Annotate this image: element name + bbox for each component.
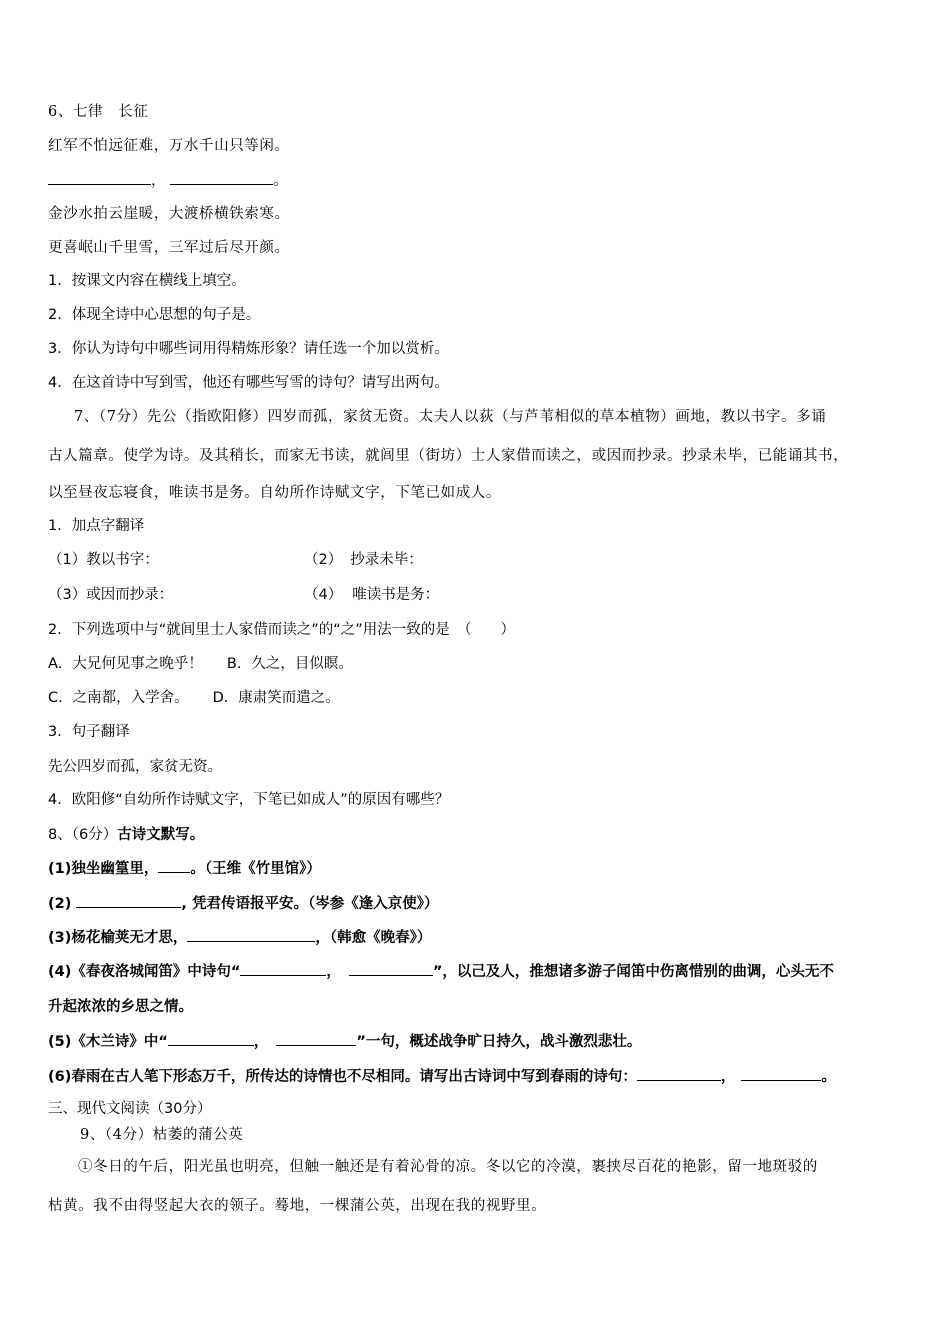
q7-item-4-text: 唯读书是务： bbox=[352, 587, 440, 603]
q8-line-2-a: (2) bbox=[48, 896, 77, 912]
q8-blank-1[interactable] bbox=[158, 858, 190, 873]
q8-line-6-a: (6)春雨在古人笔下形态万千，所传达的诗情也不尽相同。请写出古诗词中写到春雨的诗句： bbox=[48, 1069, 637, 1085]
q7-item-2 bbox=[304, 550, 423, 570]
q7-option-d[interactable]: D．康肃笑而遣之。 bbox=[212, 690, 340, 706]
q8-line-4-b: ”，以己及人，推想诸多游子闻笛中伤离惜别的曲调，心头无不 bbox=[432, 964, 834, 980]
q8-line-5-sep: ， bbox=[253, 1034, 269, 1050]
q6-poem-line-3: 金沙水拍云崖暖，大渡桥横铁索寒。 bbox=[48, 206, 290, 222]
q6-sub-3: 3．你认为诗句中哪些词用得精炼形象？请任选一个加以赏析。 bbox=[48, 341, 449, 357]
q8-line-1 bbox=[48, 858, 321, 879]
q9-paragraph-1-line-1: ①冬日的午后，阳光虽也明亮，但触一触还是有着沁骨的凉。冬以它的冷漠，裹挟尽百花的艳影，留一地斑驳的 bbox=[78, 1159, 818, 1175]
q7-option-a[interactable]: A．大兄何见事之晚乎！ bbox=[48, 656, 203, 672]
q7-item-1: （1）教以书字： bbox=[48, 552, 159, 568]
q8-blank-3[interactable] bbox=[187, 927, 315, 942]
q8-line-2-b: , 凭君传语报平安。（岑参《逢入京使》） bbox=[181, 896, 439, 912]
q8-blank-2[interactable] bbox=[76, 893, 181, 908]
q8-line-4-sep: ， bbox=[326, 964, 341, 980]
q7-item-3: （3）或因而抄录： bbox=[48, 587, 174, 603]
q7-option-c[interactable]: C．之南都，入学舍。 bbox=[48, 690, 189, 706]
q8-blank-6b[interactable] bbox=[741, 1066, 821, 1081]
q7-item-4-num: （4） bbox=[304, 587, 343, 603]
q8-line-2 bbox=[48, 893, 438, 914]
q8-line-5-a: (5)《木兰诗》中“ bbox=[48, 1034, 168, 1050]
q8-blank-5b[interactable] bbox=[276, 1031, 356, 1046]
q7-passage-line-2: 古人篇章。使学为诗。及其稍长，而家无书读，就闾里（街坊）士人家借而读之，或因而抄录。抄录未毕，已能诵其书， bbox=[48, 448, 849, 464]
q8-line-1-a: (1)独坐幽篁里， bbox=[48, 861, 159, 877]
q8-line-6-end: 。 bbox=[821, 1069, 836, 1085]
q8-line-1-b: 。（王维《竹里馆》） bbox=[190, 861, 321, 877]
q7-passage-line-3: 以至昼夜忘寝食，唯读书是务。自幼所作诗赋文字，下笔已如成人。 bbox=[48, 485, 501, 501]
q7-options-ab bbox=[48, 654, 353, 674]
q8-blank-5a[interactable] bbox=[168, 1031, 254, 1046]
q6-blank-2[interactable] bbox=[170, 170, 273, 185]
q8-title-text: 古诗文默写。 bbox=[117, 827, 205, 843]
q8-line-6 bbox=[48, 1066, 836, 1087]
q7-option-b[interactable]: B．久之，目似瞑。 bbox=[226, 656, 353, 672]
section-3-heading: 三、现代文阅读（30分） bbox=[48, 1101, 212, 1117]
q8-line-6-sep: ， bbox=[720, 1069, 736, 1085]
q8-line-4-a: (4)《春夜洛城闻笛》中诗句“ bbox=[48, 964, 241, 980]
q6-poem-line-4: 更喜岷山千里雪，三军过后尽开颜。 bbox=[48, 240, 290, 256]
q6-poem-line-1: 红军不怕远征难，万水千山只等闲。 bbox=[48, 138, 290, 154]
q7-sub-1: 1．加点字翻译 bbox=[48, 518, 145, 534]
q7-item-2-text: 抄录未毕： bbox=[350, 552, 423, 568]
q8-title-num: 8、（6分） bbox=[48, 827, 118, 843]
q7-options-cd bbox=[48, 688, 340, 708]
q6-sub-1: 1．按课文内容在横线上填空。 bbox=[48, 273, 246, 289]
q7-passage-line-1: 7、（7分）先公（指欧阳修）四岁而孤，家贫无资。太夫人以荻（与芦苇相似的草本植物）画地，教以书字。多诵 bbox=[74, 409, 827, 425]
q8-blank-6a[interactable] bbox=[637, 1066, 721, 1081]
q9-paragraph-1-line-2: 枯黄。我不由得竖起大衣的领子。蓦地，一棵蒲公英，出现在我的视野里。 bbox=[48, 1198, 547, 1214]
q6-sub-2: 2．体现全诗中心思想的句子是。 bbox=[48, 307, 261, 323]
q6-poem-blank-line bbox=[48, 170, 288, 191]
q8-line-5-b: ”一句，概述战争旷日持久，战斗激烈悲壮。 bbox=[356, 1034, 642, 1050]
q6-sub-4: 4．在这首诗中写到雪，他还有哪些写雪的诗句？请写出两句。 bbox=[48, 375, 449, 391]
q8-line-3-b: ，（韩愈《晚春》） bbox=[315, 930, 432, 946]
q6-blank-sep: ， bbox=[151, 173, 167, 189]
q8-line-4-cont: 升起浓浓的乡思之情。 bbox=[48, 999, 193, 1015]
q7-sub-4: 4．欧阳修“自幼所作诗赋文字，下笔已如成人”的原因有哪些？ bbox=[48, 792, 450, 808]
q7-sub-2: 2．下列选项中与“就闾里士人家借而读之”的“之”用法一致的是 （ ） bbox=[48, 622, 516, 638]
q6-title: 6、七律 长征 bbox=[48, 104, 149, 120]
q9-title: 9、（4分）枯萎的蒲公英 bbox=[80, 1127, 244, 1143]
q8-title bbox=[48, 824, 204, 845]
q8-blank-4b[interactable] bbox=[349, 961, 433, 976]
q7-item-2-num: （2） bbox=[304, 552, 343, 568]
q8-line-4 bbox=[48, 961, 834, 982]
q8-blank-4a[interactable] bbox=[240, 961, 326, 976]
q8-line-3-a: (3)杨花榆荚无才思， bbox=[48, 930, 188, 946]
q7-item-4 bbox=[304, 585, 439, 605]
q7-sentence: 先公四岁而孤，家贫无资。 bbox=[48, 759, 222, 775]
q7-sub-3: 3．句子翻译 bbox=[48, 724, 130, 740]
q8-line-3 bbox=[48, 927, 431, 948]
q8-line-5 bbox=[48, 1031, 641, 1052]
q6-blank-1[interactable] bbox=[48, 170, 151, 185]
q6-blank-end: 。 bbox=[273, 173, 289, 189]
